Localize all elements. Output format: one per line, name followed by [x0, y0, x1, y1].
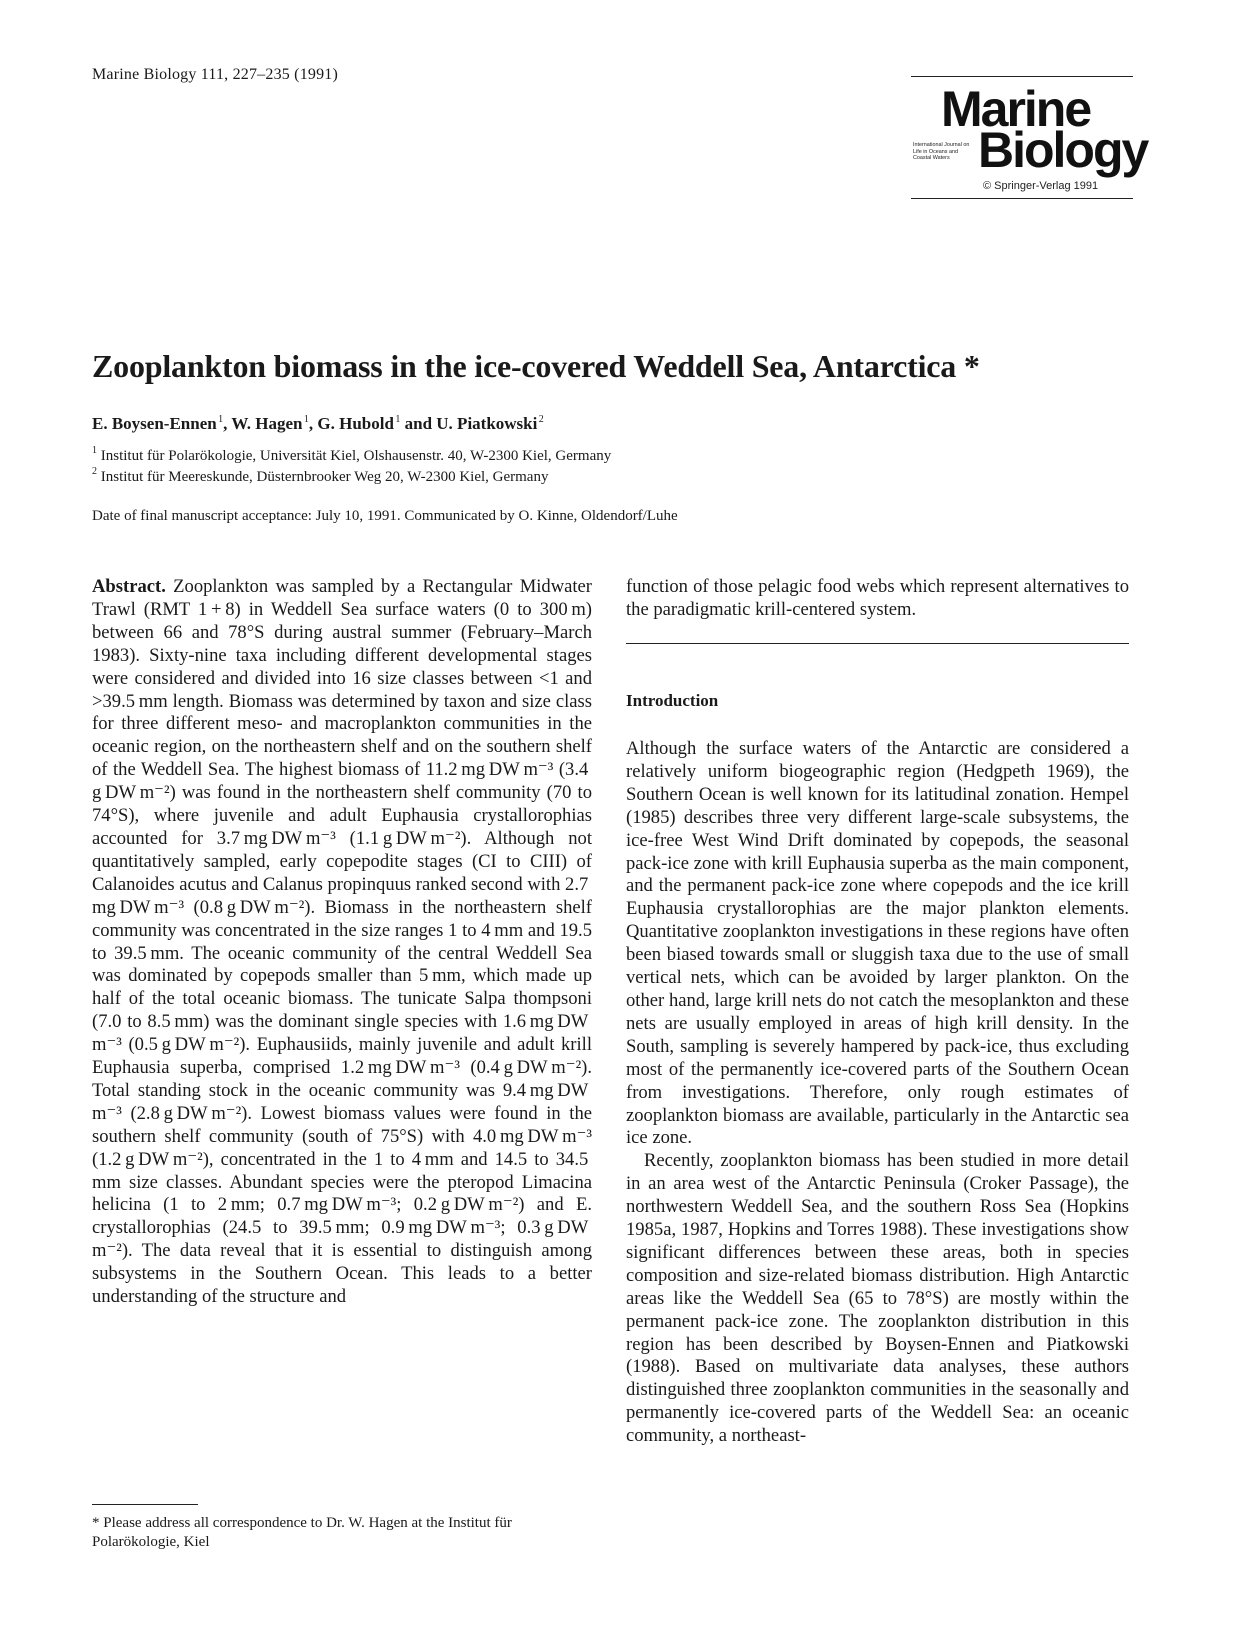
- author-name: and U. Piatkowski: [400, 414, 538, 433]
- affiliation-text: Institut für Meereskunde, Düsternbrooker Weg 20, W-2300 Kiel, Germany: [97, 469, 549, 485]
- abstract-paragraph: [92, 576, 592, 1309]
- introduction-heading: Introduction: [626, 691, 719, 710]
- affiliation-mark: 2: [538, 414, 544, 425]
- affiliation-mark: 2: [92, 466, 97, 477]
- introduction-column: [626, 738, 1129, 1448]
- author-name: , W. Hagen: [223, 414, 303, 433]
- affiliation-2: [92, 466, 549, 486]
- affiliation-mark: 1: [218, 414, 224, 425]
- author-name: E. Boysen-Ennen: [92, 414, 217, 433]
- logo-subtitle: International Journal on Life in Oceans and Coastal Waters: [913, 142, 970, 162]
- abstract-column: [92, 576, 592, 1309]
- abstract-continued-text: function of those pelagic food webs which represent alternatives to the paradigmatic krill-centered system.: [626, 576, 1129, 620]
- author-name: , G. Hubold: [308, 414, 394, 433]
- paper-title: Zooplankton biomass in the ice-covered Weddell Sea, Antarctica *: [92, 348, 980, 384]
- author-list: [92, 414, 544, 434]
- correspondence-footnote: * Please address all correspondence to Dr. W. Hagen at the Institut für Polarökologie, Kiel: [92, 1515, 512, 1550]
- affiliation-mark: 1: [395, 414, 401, 425]
- affiliation-text: Institut für Polarökologie, Universität Kiel, Olshausenstr. 40, W-2300 Kiel, Germany: [97, 448, 612, 464]
- copyright-line: © Springer-Verlag 1991: [983, 180, 1099, 192]
- footnote-rule: [92, 1504, 198, 1505]
- logo-word-marine: Marine: [941, 81, 1091, 137]
- journal-logo: [911, 76, 1148, 200]
- section-divider: [626, 643, 1129, 644]
- abstract-text: Zooplankton was sampled by a Rectangular Midwater Trawl (RMT 1 + 8) in Weddell Sea surface waters (0 to 300 m) between 66 and 78°S during austral summer (February–March 1983). Sixty-nine taxa including different developmental stages were considered and divided into 16 size classes between <1 and >39.5 mm length. Biomass was determined by taxon and size class for three different meso- and macroplankton communities in the oceanic region, on the northeastern shelf and on the southern shelf of the Weddell Sea. The highest biomass of 11.2 mg DW m⁻³ (3.4 g DW m⁻²) was found in the northeastern shelf community (70 to 74°S), where juvenile and adult Euphausia crystallorophias accounted for 3.7 mg DW m⁻³ (1.1 g DW m⁻²). Although not quantitatively sampled, early copepodite stages (CI to CIII) of Calanoides acutus and Calanus propinquus ranked second with 2.7 mg DW m⁻³ (0.8 g DW m⁻²). Biomass in the northeastern shelf community was concentrated in the size ranges 1 to 4 mm and 19.5 to 39.5 mm. The oceanic community of the central Weddell Sea was dominated by copepods smaller than 5 mm, which made up half of the total oceanic biomass. The tunicate Salpa thompsoni (7.0 to 8.5 mm) was the dominant single species with 1.6 mg DW m⁻³ (0.5 g DW m⁻²). Euphausiids, mainly juvenile and adult krill Euphausia superba, comprised 1.2 mg DW m⁻³ (0.4 g DW m⁻²). Total standing stock in the oceanic community was 9.4 mg DW m⁻³ (2.8 g DW m⁻²). Lowest biomass values were found in the southern shelf community (south of 75°S) with 4.0 mg DW m⁻³ (1.2 g DW m⁻²), concentrated in the 1 to 4 mm and 14.5 to 34.5 mm size classes. Abundant species were the pteropod Limacina helicina (1 to 2 mm; 0.7 mg DW m⁻³; 0.2 g DW m⁻²) and E. crystallorophias (24.5 to 39.5 mm; 0.9 mg DW m⁻³; 0.3 g DW m⁻²). The data reveal that it is essential to distinguish among subsystems in the Southern Ocean. This leads to a better understanding of the structure and: [92, 576, 592, 1308]
- introduction-paragraph-1: Although the surface waters of the Antarctic are considered a relatively uniform biogeographic region (Hedgpeth 1969), the Southern Ocean is well known for its latitudinal zonation. Hempel (1985) describes three very different large-scale subsystems, the ice-free West Wind Drift dominated by copepods, the seasonal pack-ice zone with krill Euphausia superba as the main component, and the permanent pack-ice zone where copepods and the ice krill Euphausia crystallorophias are the major plankton elements. Quantitative zooplankton investigations in these regions have often been biased towards small or sluggish taxa due to the use of small vertical nets, which can be avoided by larger plankton. On the other hand, large krill nets do not catch the mesoplankton and these nets are usually employed in areas of high krill density. In the South, sampling is severely hampered by pack-ice, thus excluding most of the permanently ice-covered parts of the Southern Ocean from investigations. Therefore, only rough estimates of zooplankton biomass are available, particularly in the Antarctic sea ice zone.: [626, 738, 1129, 1149]
- manuscript-dates: Date of final manuscript acceptance: July 10, 1991. Communicated by O. Kinne, Oldendorf/Luhe: [92, 508, 678, 524]
- logo-rule-bottom: [911, 198, 1133, 199]
- affiliation-mark: 1: [303, 414, 309, 425]
- logo-rule-top: [911, 76, 1133, 77]
- introduction-paragraph-2: Recently, zooplankton biomass has been studied in more detail in an area west of the Antarctic Peninsula (Croker Passage), the northwestern Weddell Sea, and the southern Ross Sea (Hopkins 1985a, 1987, Hopkins and Torres 1988). These investigations show significant differences between these areas, both in species composition and size-related biomass distribution. High Antarctic areas like the Weddell Sea (65 to 78°S) are mostly within the permanent pack-ice zone. The zooplankton distribution in this region has been described by Boysen-Ennen and Piatkowski (1988). Based on multivariate data analyses, these authors distinguished three zooplankton communities in the seasonally and permanently ice-covered parts of the Weddell Sea: an oceanic community, a northeast-: [626, 1150, 1129, 1447]
- affiliation-1: [92, 445, 612, 465]
- journal-reference: Marine Biology 111, 227–235 (1991): [92, 66, 339, 83]
- abstract-label: Abstract.: [92, 576, 166, 597]
- affiliation-mark: 1: [92, 445, 97, 456]
- logo-word-biology: Biology: [978, 122, 1148, 178]
- abstract-continued: [626, 576, 1129, 622]
